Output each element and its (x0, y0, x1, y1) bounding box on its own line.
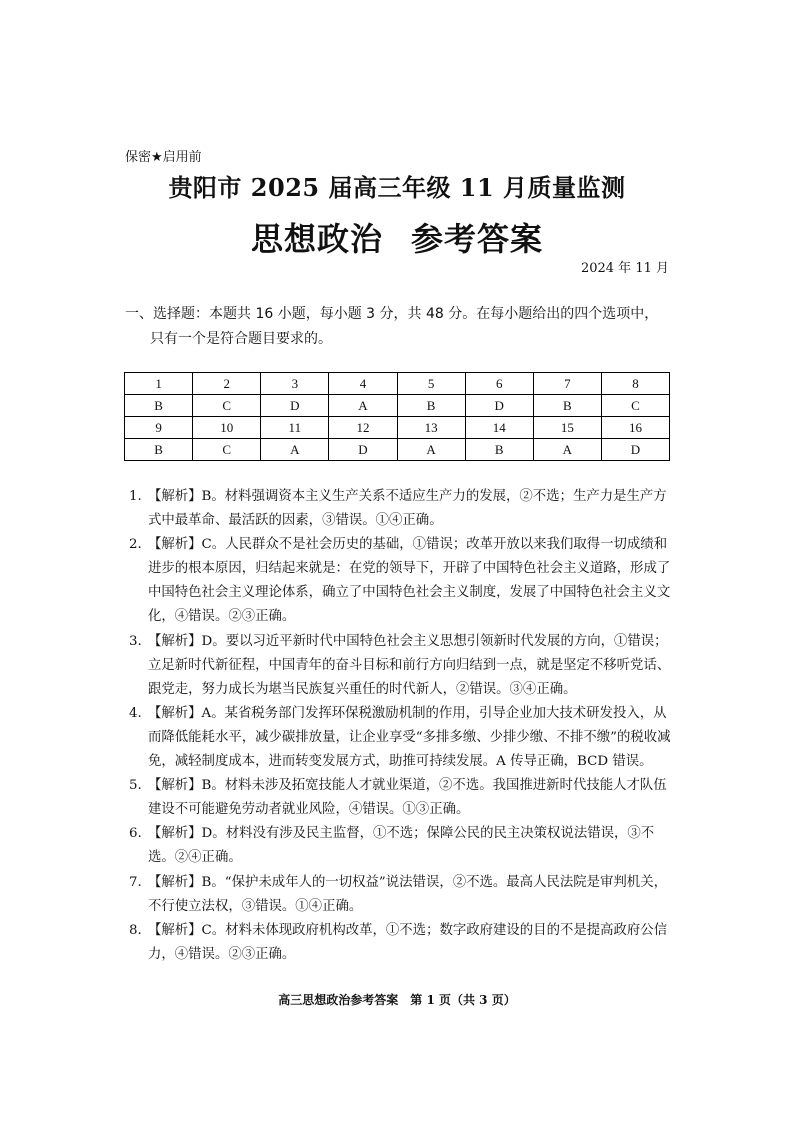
explanation-item (129, 774, 674, 822)
answer-cell: A (533, 439, 601, 461)
explanation-item (129, 485, 674, 533)
explanation-text: 【解析】D。材料没有涉及民主监督，①不选；保障公民的民主决策权说法错误，③不选。②④正确。 (148, 826, 655, 866)
page-footer: 高三思想政治参考答案 第 1 页（共 3 页） (278, 993, 516, 1007)
explanation-number: 1. (129, 489, 142, 504)
explanation-text: 【解析】B。材料强调资本主义生产关系不适应生产力的发展，②不选；生产力是生产方式中最革命、最活跃的因素，③错误。①④正确。 (148, 489, 667, 529)
question-number-cell: 3 (261, 373, 329, 395)
answer-cell: D (329, 439, 397, 461)
answer-cell: B (533, 395, 601, 417)
question-number-cell: 4 (329, 373, 397, 395)
answer-cell: B (125, 395, 193, 417)
answer-cell: D (465, 395, 533, 417)
explanation-number: 4. (129, 705, 142, 721)
subject-title (0, 214, 794, 260)
question-number-cell: 14 (465, 417, 533, 439)
answer-cell: C (193, 395, 261, 417)
section-heading (125, 302, 685, 352)
exam-title: 贵阳市 2025 届高三年级 11 月质量监测 (168, 173, 626, 202)
explanation-number: 7. (129, 874, 142, 890)
answer-cell: B (465, 439, 533, 461)
question-number-cell: 8 (601, 373, 669, 395)
answer-cell: A (261, 439, 329, 461)
answer-table (124, 372, 670, 461)
explanation-number: 6. (129, 826, 142, 842)
answer-cell: C (601, 395, 669, 417)
question-number-cell: 13 (397, 417, 465, 439)
question-number-cell: 15 (533, 417, 601, 439)
answer-cell: A (397, 439, 465, 461)
exam-date: 2024 年 11 月 (580, 261, 669, 276)
answer-label: 参考答案 (411, 220, 544, 258)
confidential-label: 保密★启用前 (125, 150, 202, 165)
explanation-text: 【解析】B。材料未涉及拓宽技能人才就业渠道，②不选。我国推进新时代技能人才队伍建设不可能避免劳动者就业风险，④错误。①③正确。 (148, 778, 667, 818)
answer-table-row (125, 417, 670, 439)
explanation-text: 【解析】B。“保护未成年人的一切权益”说法错误，②不选。最高人民法院是审判机关，不行使立法权，③错误。①④正确。 (148, 874, 667, 914)
answer-cell: D (601, 439, 669, 461)
explanation-item (129, 630, 674, 702)
explanation-text: 【解析】A。某省税务部门发挥环保税激励机制的作用，引导企业加大技术研发投入，从而降低能耗水平，减少碳排放量，让企业享受“多排多缴、少排少缴、不排不缴”的税收减免，减轻制度成本，进而转变发展方式，助推可持续发展。A 传导正确，BCD 错误。 (148, 705, 671, 770)
question-number-cell: 5 (397, 373, 465, 395)
answer-table-row (125, 373, 670, 395)
answer-table-row (125, 395, 670, 417)
question-number-cell: 11 (261, 417, 329, 439)
explanation-text: 【解析】C。材料未体现政府机构改革，①不选；数字政府建设的目的不是提高政府公信力，④错误。②③正确。 (148, 922, 668, 962)
section-heading-line1: 一、选择题：本题共 16 小题，每小题 3 分，共 48 分。在每小题给出的四个选项中， (125, 306, 659, 322)
explanation-text: 【解析】C。人民群众不是社会历史的基础，①错误；改革开放以来我们取得一切成绩和进步的根本原因，归结起来就是：在党的领导下，开辟了中国特色社会主义道路，形成了中国特色社会主义理论体系，确立了中国特色社会主义制度，发展了中国特色社会主义文化，④错误。②③正确。 (148, 537, 671, 625)
explanation-item (129, 822, 674, 870)
explanation-item (129, 533, 674, 629)
answer-cell: B (125, 439, 193, 461)
question-number-cell: 12 (329, 417, 397, 439)
subject-name: 思想政治 (250, 220, 383, 258)
question-number-cell: 16 (601, 417, 669, 439)
explanation-number: 8. (129, 922, 142, 938)
explanation-item (129, 871, 674, 919)
question-number-cell: 1 (125, 373, 193, 395)
question-number-cell: 7 (533, 373, 601, 395)
answer-table-row (125, 439, 670, 461)
question-number-cell: 9 (125, 417, 193, 439)
section-heading-line2: 只有一个是符合题目要求的。 (150, 331, 332, 347)
explanation-item (129, 919, 674, 967)
explanation-list (129, 485, 674, 967)
explanation-number: 3. (129, 633, 142, 649)
question-number-cell: 10 (193, 417, 261, 439)
explanation-number: 2. (129, 537, 142, 553)
answer-cell: C (193, 439, 261, 461)
question-number-cell: 6 (465, 373, 533, 395)
explanation-text: 【解析】D。要以习近平新时代中国特色社会主义思想引领新时代发展的方向，①错误；立足新时代新征程，中国青年的奋斗目标和前行方向归结到一点，就是坚定不移听党话、跟党走，努力成长为堪当民族复兴重任的时代新人，②错误。③④正确。 (148, 633, 671, 697)
answer-cell: D (261, 395, 329, 417)
explanation-number: 5. (129, 778, 142, 794)
explanation-item (129, 702, 674, 774)
question-number-cell: 2 (193, 373, 261, 395)
answer-cell: A (329, 395, 397, 417)
answer-cell: B (397, 395, 465, 417)
